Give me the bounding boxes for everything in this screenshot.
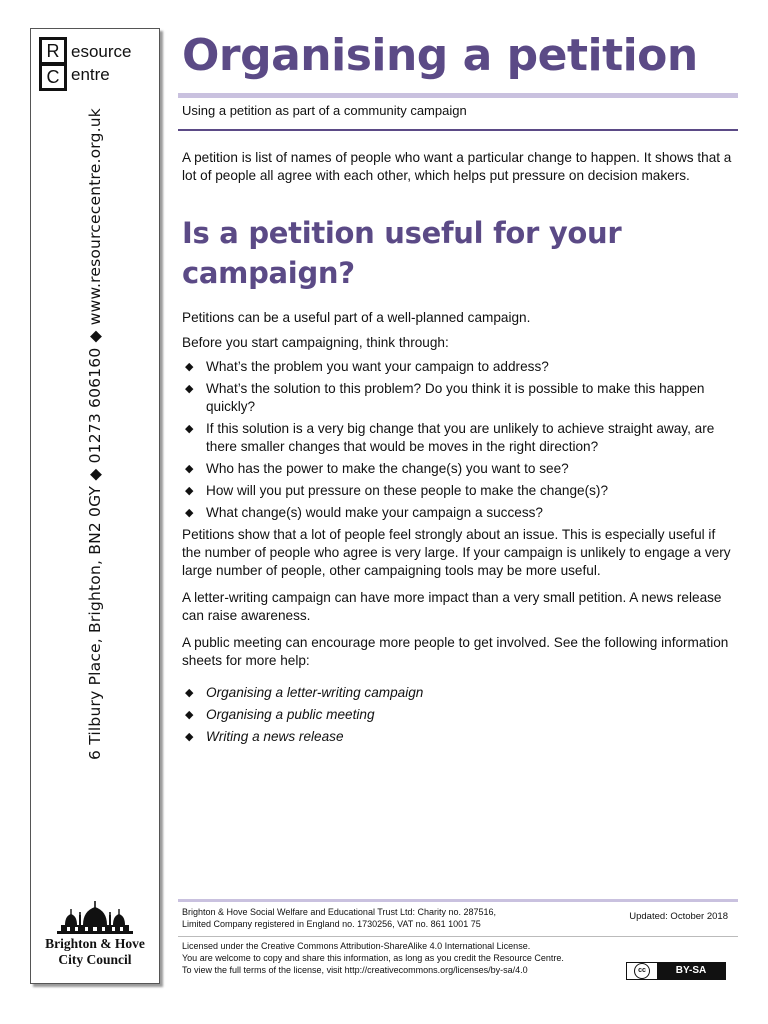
- diamond-bullet-icon: ◆: [185, 731, 194, 743]
- title-divider: [178, 93, 738, 98]
- charity-line-2: Limited Company registered in England no. 1730256, VAT no. 861 1001 75: [182, 919, 481, 929]
- cc-by-sa-badge[interactable]: [626, 962, 726, 980]
- related-sheet-link[interactable]: [182, 728, 734, 746]
- list-item: [182, 420, 734, 456]
- list-item: [182, 482, 734, 500]
- paragraph-1: Petitions can be a useful part of a well-planned campaign.: [182, 310, 531, 325]
- checklist: [182, 358, 734, 522]
- footer-divider-thin: [178, 936, 738, 937]
- subtitle-divider: [178, 129, 738, 131]
- paragraph-4: A letter-writing campaign can have more impact than a very small petition. A news release can raise awareness.: [182, 590, 722, 623]
- list-item: [182, 460, 734, 478]
- sidebar: [30, 28, 160, 984]
- royal-pavilion-icon: [55, 901, 135, 935]
- list-item: [182, 380, 734, 416]
- list-item-text: What’s the problem you want your campaign to address?: [206, 359, 549, 374]
- council-name-line1: Brighton & Hove: [45, 936, 145, 951]
- license-line-1: Licensed under the Creative Commons Attribution-ShareAlike 4.0 International License.: [182, 941, 531, 951]
- list-item: [182, 358, 734, 376]
- logo-word-centre: entre: [71, 65, 110, 84]
- related-sheet-link[interactable]: [182, 684, 734, 702]
- diamond-bullet-icon: ◆: [185, 361, 194, 373]
- logo-letter-r: R: [39, 37, 67, 65]
- council-name-line2: City Council: [58, 952, 132, 967]
- diamond-bullet-icon: ◆: [185, 687, 194, 699]
- resource-centre-logo[interactable]: [39, 37, 151, 93]
- license-line-2: You are welcome to copy and share this information, as long as you credit the Resource Centre.: [182, 953, 564, 963]
- list-item-text: Who has the power to make the change(s) you want to see?: [206, 461, 569, 476]
- cc-license-label: BY-SA: [657, 963, 725, 979]
- page-title: Organising a petition: [182, 30, 698, 81]
- cc-symbol: cc: [634, 963, 650, 979]
- list-item-text: How will you put pressure on these people to make the change(s)?: [206, 483, 608, 498]
- list-item-text: What’s the solution to this problem? Do you think it is possible to make this happen quickly?: [206, 381, 705, 414]
- article-body: [182, 149, 734, 750]
- diamond-bullet-icon: ◆: [185, 383, 194, 395]
- council-logo: [31, 901, 159, 967]
- list-item: [182, 504, 734, 522]
- logo-word-resource: esource: [71, 42, 132, 61]
- intro-paragraph: A petition is list of names of people who want a particular change to happen. It shows that a lot of people all agree with each other, which helps put pressure on decision makers.: [182, 150, 732, 183]
- license-info: [182, 940, 622, 976]
- updated-date: Updated: October 2018: [629, 911, 728, 922]
- paragraph-2: Before you start campaigning, think through:: [182, 335, 449, 350]
- paragraph-3: Petitions show that a lot of people feel strongly about an issue. This is especially useful if the number of people who agree is very large. If your campaign is unlikely to engage a very large number of people, other campaigning tools may be more useful.: [182, 527, 731, 578]
- contact-details-vertical: 6 Tilbury Place, Brighton, BN2 0GY ◆ 01273 606160 ◆ www.resourcecentre.org.uk: [86, 108, 104, 760]
- logo-letter-c: C: [39, 63, 67, 91]
- diamond-bullet-icon: ◆: [185, 507, 194, 519]
- list-item-text: If this solution is a very big change that you are unlikely to achieve straight away, are there smaller changes that would be moves in the right direction?: [206, 421, 715, 454]
- creative-commons-icon: [627, 963, 657, 979]
- related-sheet-title[interactable]: Writing a news release: [206, 729, 344, 744]
- diamond-bullet-icon: ◆: [185, 423, 194, 435]
- related-sheet-title[interactable]: Organising a letter-writing campaign: [206, 685, 424, 700]
- footer-divider: [178, 899, 738, 902]
- paragraph-5: A public meeting can encourage more people to get involved. See the following information sheets for more help:: [182, 635, 729, 668]
- related-sheets-list: [182, 684, 734, 746]
- license-line-3[interactable]: To view the full terms of the license, visit http://creativecommons.org/licenses/by-sa/4.0: [182, 965, 528, 975]
- related-sheet-link[interactable]: [182, 706, 734, 724]
- list-item-text: What change(s) would make your campaign a success?: [206, 505, 543, 520]
- related-sheet-title[interactable]: Organising a public meeting: [206, 707, 375, 722]
- diamond-bullet-icon: ◆: [185, 463, 194, 475]
- page-subtitle: Using a petition as part of a community campaign: [182, 103, 467, 118]
- section-heading: Is a petition useful for your campaign?: [182, 216, 622, 290]
- charity-line-1: Brighton & Hove Social Welfare and Educational Trust Ltd: Charity no. 287516,: [182, 907, 497, 917]
- diamond-bullet-icon: ◆: [185, 485, 194, 497]
- diamond-bullet-icon: ◆: [185, 709, 194, 721]
- charity-info: [182, 906, 612, 930]
